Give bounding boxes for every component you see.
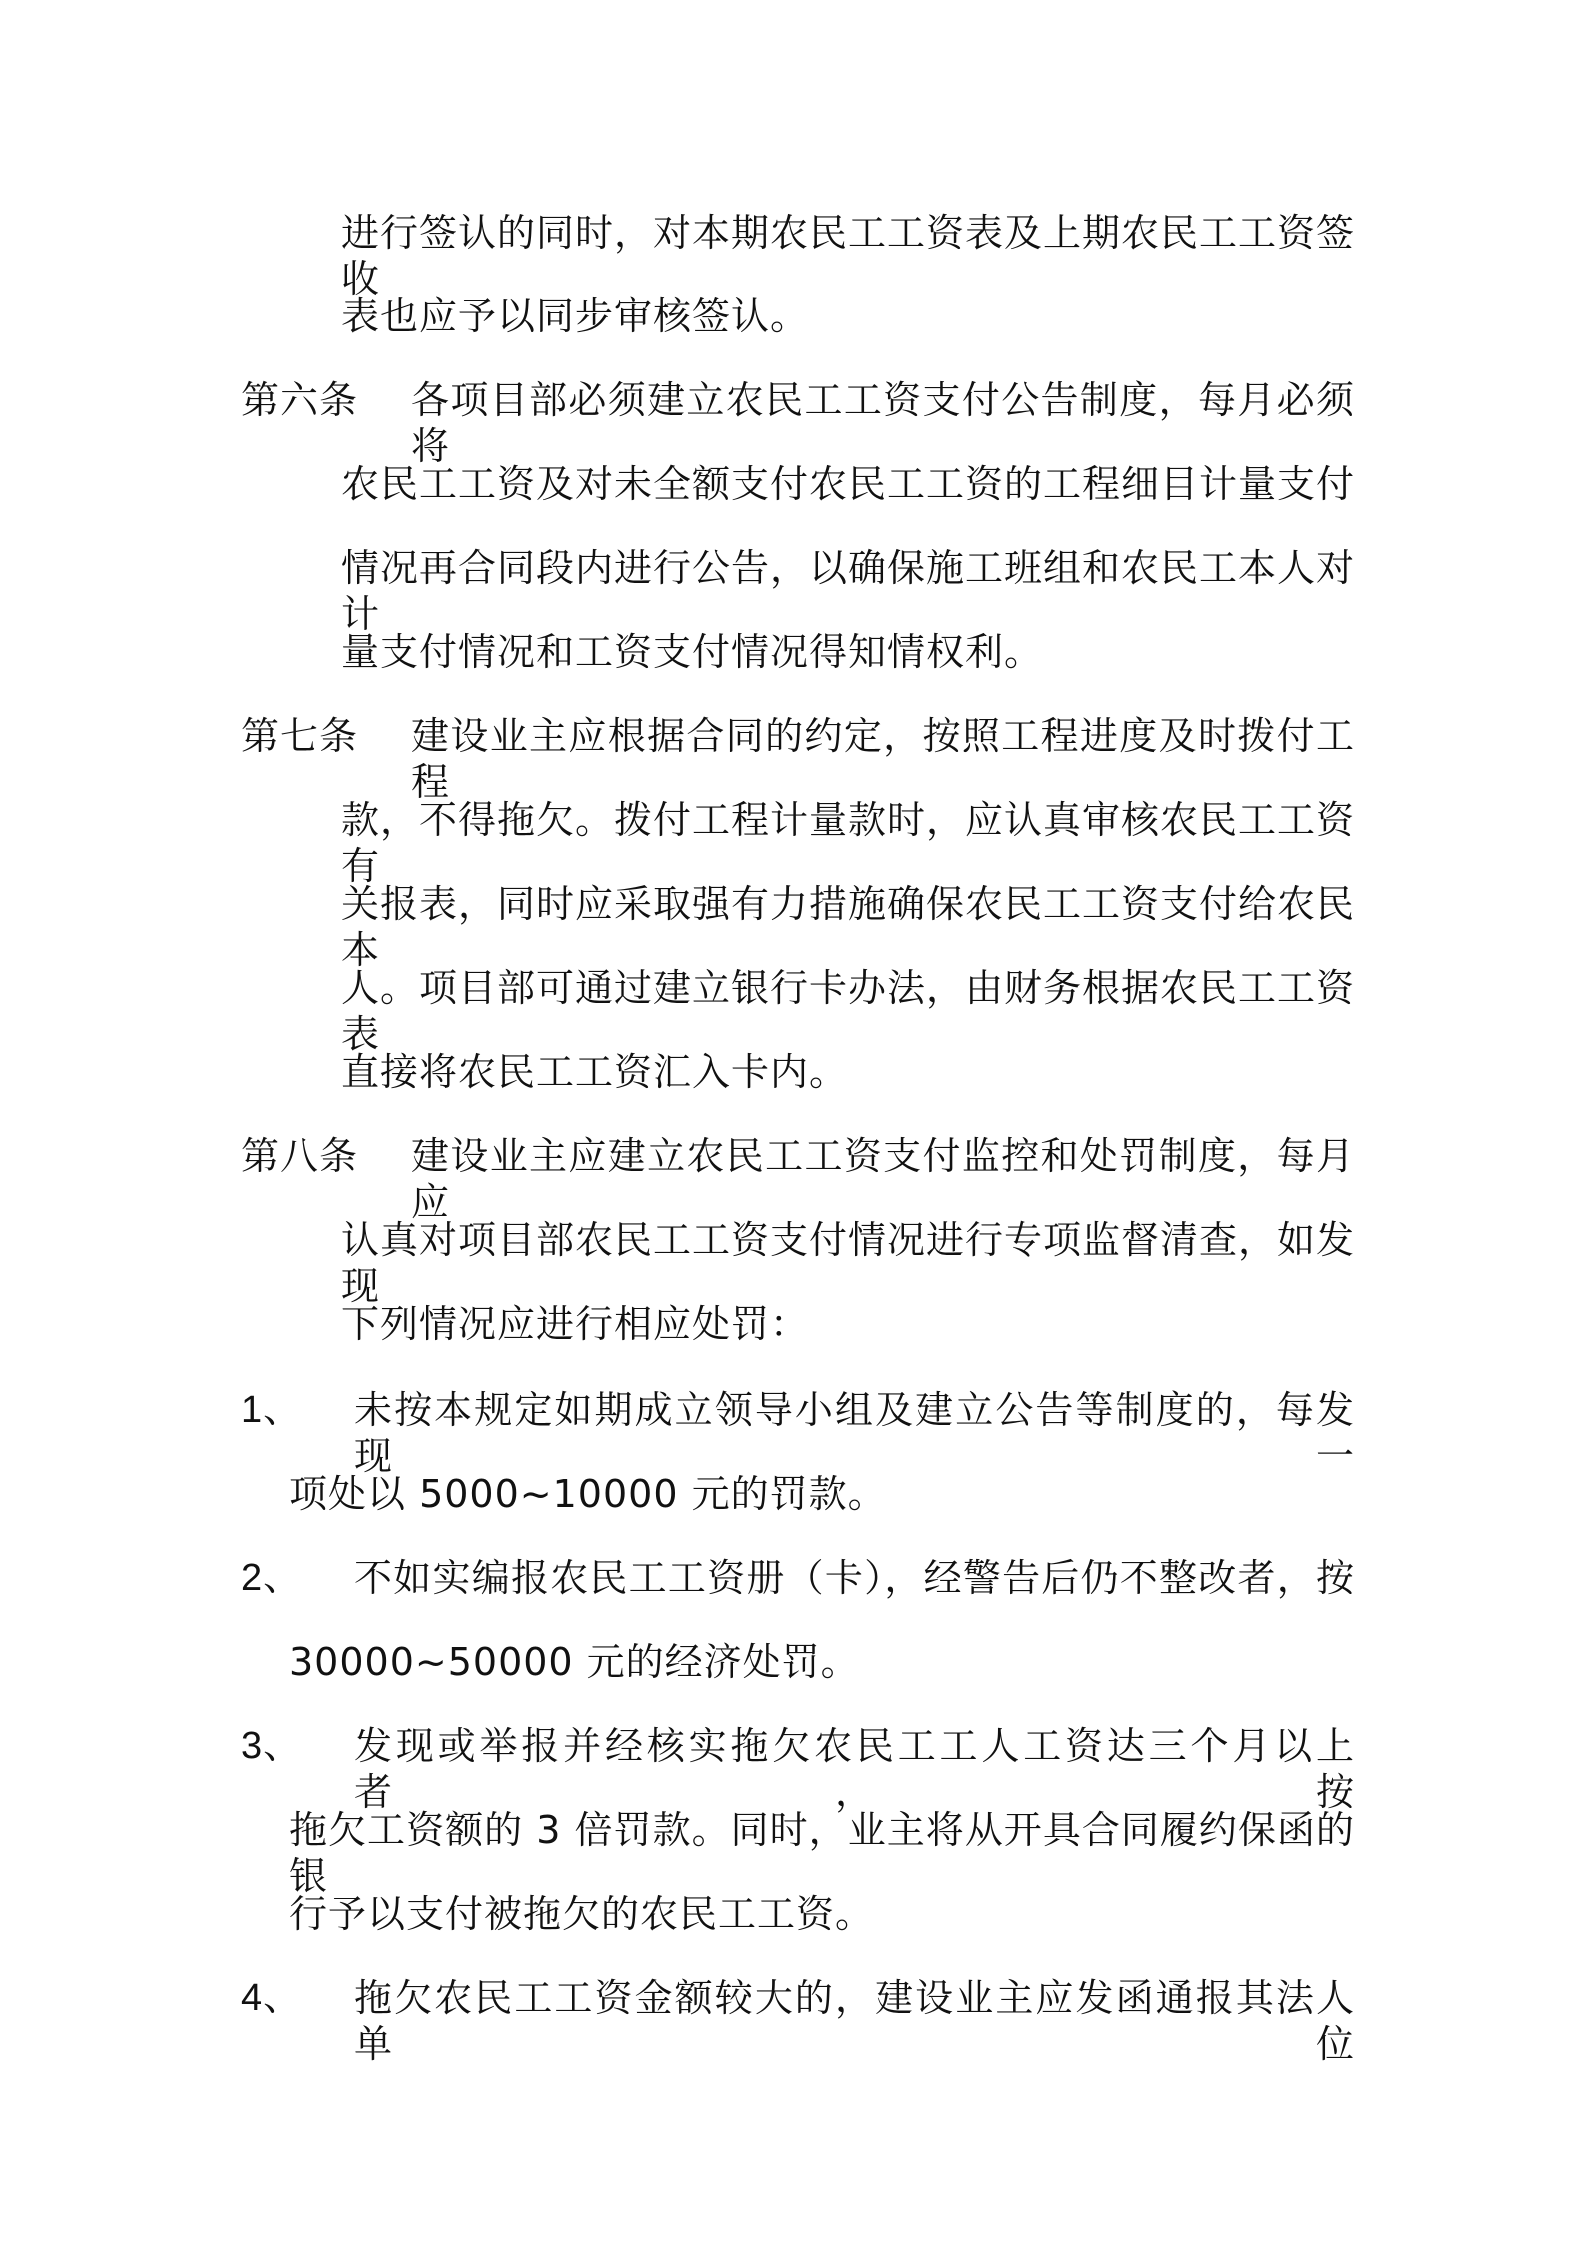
item-4-line-1: 拖欠农民工工资金额较大的，建设业主应发函通报其法人单位: [354, 1976, 1355, 2066]
article-7-line-2: 款，不得拖欠。拨付工程计量款时，应认真审核农民工工资有: [341, 798, 1356, 888]
item-2-label: 2、: [241, 1557, 303, 1599]
item-1-line-2: 项处以 5000~10000 元的罚款。: [289, 1472, 887, 1516]
article-6-label: 第六条: [241, 378, 359, 422]
article-7-label: 第七条: [241, 714, 359, 758]
article-5-line-1: 进行签认的同时，对本期农民工工资表及上期农民工工资签收: [341, 211, 1356, 301]
item-3-label: 3、: [241, 1725, 303, 1767]
item-3-line-3: 行予以支付被拖欠的农民工工资。: [289, 1892, 875, 1936]
article-6-line-1: 各项目部必须建立农民工工资支付公告制度，每月必须将: [411, 378, 1355, 468]
article-8-label: 第八条: [241, 1134, 359, 1178]
item-2-line-1: 不如实编报农民工工资册（卡），经警告后仍不整改者，按: [354, 1556, 1355, 1600]
article-7-line-5: 直接将农民工工资汇入卡内。: [341, 1050, 849, 1094]
article-8-line-1: 建设业主应建立农民工工资支付监控和处罚制度，每月应: [411, 1134, 1355, 1224]
article-7-line-1: 建设业主应根据合同的约定，按照工程进度及时拨付工程: [411, 714, 1355, 804]
article-7-line-4: 人。项目部可通过建立银行卡办法，由财务根据农民工工资表: [341, 966, 1356, 1056]
article-6-line-3: 情况再合同段内进行公告，以确保施工班组和农民工本人对计: [341, 546, 1356, 636]
article-6-line-4: 量支付情况和工资支付情况得知情权利。: [341, 630, 1044, 674]
item-3-line-2: 拖欠工资额的 3 倍罚款。同时，业主将从开具合同履约保函的银: [289, 1808, 1355, 1898]
item-3-line-1: 发现或举报并经核实拖欠农民工工人工资达三个月以上者，按: [354, 1724, 1355, 1814]
article-5-line-2: 表也应予以同步审核签认。: [341, 294, 810, 338]
item-4-label: 4、: [241, 1977, 303, 2019]
article-7-line-3: 关报表，同时应采取强有力措施确保农民工工资支付给农民本: [341, 882, 1356, 972]
item-1-line-1: 未按本规定如期成立领导小组及建立公告等制度的，每发现一: [354, 1388, 1355, 1478]
item-2-line-2: 30000~50000 元的经济处罚。: [289, 1640, 860, 1684]
item-1-label: 1、: [241, 1389, 303, 1431]
article-8-line-3: 下列情况应进行相应处罚：: [341, 1302, 810, 1346]
article-6-line-2: 农民工工资及对未全额支付农民工工资的工程细目计量支付: [341, 462, 1356, 506]
article-8-line-2: 认真对项目部农民工工资支付情况进行专项监督清查，如发现: [341, 1218, 1356, 1308]
